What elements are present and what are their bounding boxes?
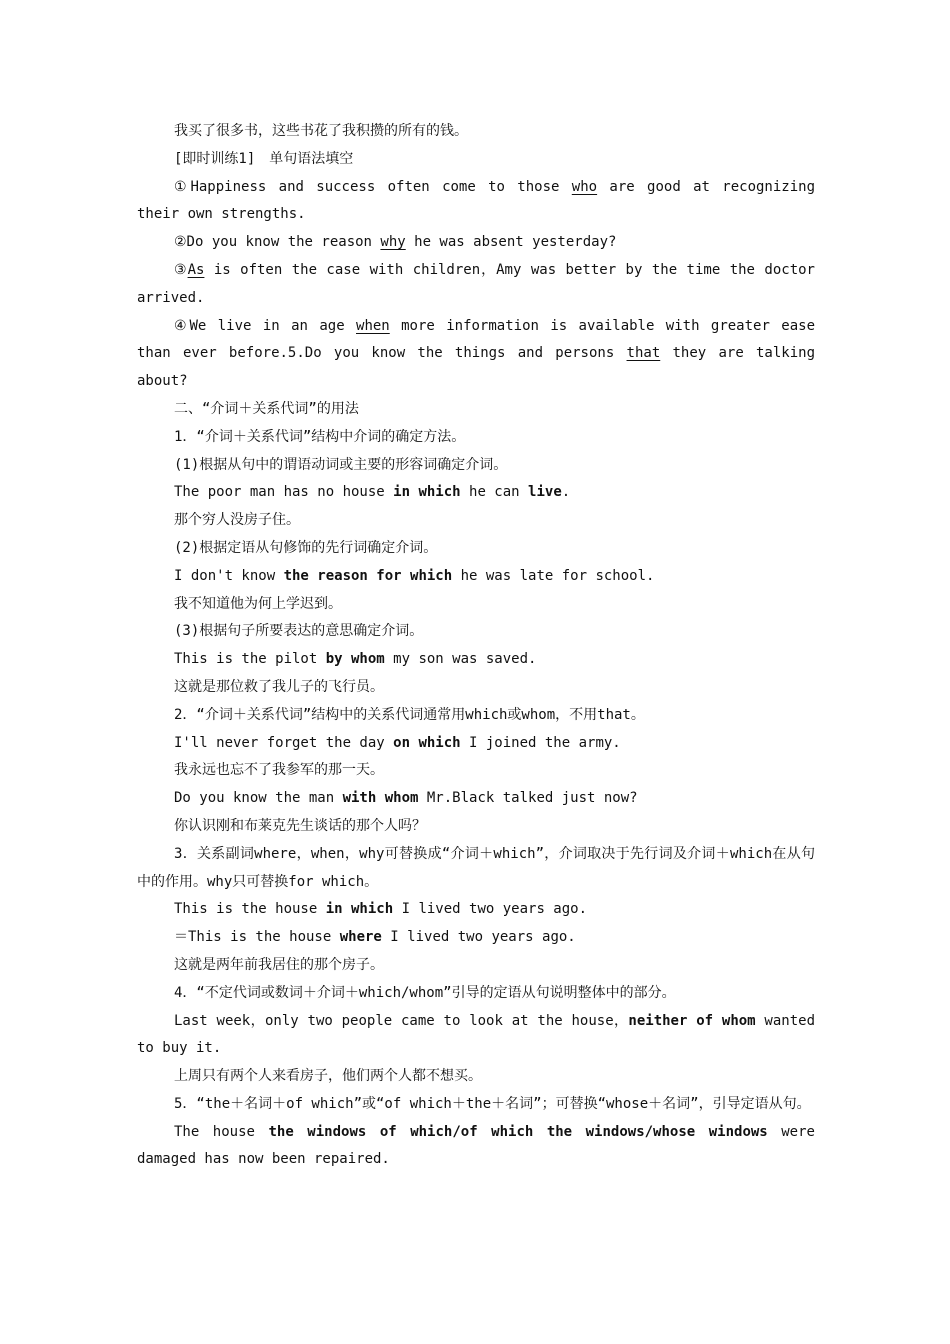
text: Do you know the man — [174, 790, 343, 807]
emphasis: in which — [325, 901, 394, 918]
emphasis: by whom — [325, 651, 385, 668]
exercise-item-3 — [137, 257, 815, 313]
text: I'll never forget the day — [174, 734, 394, 751]
text: wanted to buy it. — [137, 1012, 815, 1057]
document-page — [137, 118, 815, 1174]
emphasis: on which — [393, 734, 461, 751]
text: . — [561, 484, 571, 501]
text: I lived two years ago. — [393, 901, 588, 918]
text: I don't know — [174, 567, 284, 584]
translation: 这就是两年前我居住的那个房子。 — [174, 956, 384, 973]
text: This is the house — [174, 901, 326, 918]
text: ③ — [174, 261, 188, 278]
emphasis: live — [528, 484, 562, 501]
rule-5: 5．“the＋名词＋of which”或“of which＋the＋名词”；可替换“whose＋名词”，引导定语从句。 — [174, 1095, 811, 1112]
text: they are talking about? — [137, 345, 815, 390]
translation: 这就是那位救了我儿子的飞行员。 — [174, 678, 384, 695]
text: ＝This is the house — [174, 929, 340, 946]
section-heading: 二、“介词＋关系代词”的用法 — [174, 400, 359, 417]
exercise-heading: [即时训练1] 单句语法填空 — [174, 150, 354, 167]
example-sentence — [137, 1008, 815, 1064]
exercise-item-2 — [137, 229, 815, 257]
text: The house — [174, 1123, 269, 1140]
example-sentence — [137, 646, 815, 674]
translation: 上周只有两个人来看房子，他们两个人都不想买。 — [174, 1068, 482, 1085]
text: The poor man has no house — [174, 484, 394, 501]
exercise-item-1 — [137, 174, 815, 230]
emphasis: the reason for which — [283, 567, 453, 584]
text: are good at recognizing their own strengths. — [137, 178, 815, 223]
text: more information is available with greater ease than ever before.5.Do you know the things and persons — [137, 317, 816, 362]
text: I lived two years ago. — [381, 929, 576, 946]
example-sentence — [137, 479, 815, 507]
text: were damaged has now been repaired. — [137, 1123, 815, 1168]
rule-4: 4．“不定代词或数词＋介词＋which/whom”引导的定语从句说明整体中的部分。 — [174, 984, 676, 1001]
paragraph: 我买了很多书，这些书花了我积攒的所有的钱。 — [174, 123, 468, 139]
answer-blank: who — [571, 178, 598, 195]
text: is often the case with children，Amy was better by the time the doctor arrived. — [137, 261, 815, 306]
translation: 你认识刚和布莱克先生谈话的那个人吗？ — [174, 817, 426, 834]
answer-blank: that — [626, 345, 661, 362]
emphasis: with whom — [342, 790, 419, 807]
text: I joined the army. — [460, 734, 621, 751]
rule-1c: (3)根据句子所要表达的意思确定介词。 — [174, 623, 424, 640]
text: Last week，only two people came to look at the house， — [174, 1012, 629, 1029]
answer-blank: As — [187, 261, 205, 278]
rule-1: 1．“介词＋关系代词”结构中介词的确定方法。 — [174, 428, 466, 445]
text: my son was saved. — [384, 651, 537, 668]
text: he was late for school. — [452, 567, 655, 584]
example-sentence — [137, 896, 815, 924]
rule-1b: (2)根据定语从句修饰的先行词确定介词。 — [174, 539, 438, 556]
text: ④We live in an age — [174, 317, 357, 334]
answer-blank: when — [356, 317, 390, 334]
example-sentence — [137, 563, 815, 591]
text: Mr.Black talked just now? — [418, 790, 638, 807]
emphasis: where — [339, 929, 382, 946]
translation: 我不知道他为何上学迟到。 — [174, 595, 342, 612]
answer-blank: why — [380, 234, 406, 251]
text: ②Do you know the reason — [174, 234, 381, 251]
example-sentence — [137, 785, 815, 813]
rule-2: 2．“介词＋关系代词”结构中的关系代词通常用which或whom，不用that。 — [174, 706, 645, 723]
exercise-item-4 — [137, 313, 815, 396]
text: ①Happiness and success often come to those — [174, 178, 572, 195]
text: he was absent yesterday? — [405, 234, 617, 251]
rule-1a: (1)根据从句中的谓语动词或主要的形容词确定介词。 — [174, 456, 508, 473]
text: he can — [460, 484, 529, 501]
emphasis: the windows of which/of which the windows/whose windows — [268, 1123, 768, 1140]
translation: 我永远也忘不了我参军的那一天。 — [174, 762, 384, 779]
rule-3: 3．关系副词where，when，why可替换成“介词＋which”，介词取决于先行词及介词＋which在从句中的作用。why只可替换for which。 — [137, 845, 815, 890]
example-sentence — [137, 1119, 815, 1175]
text: This is the pilot — [174, 651, 326, 668]
emphasis: neither of whom — [628, 1012, 756, 1029]
example-sentence — [137, 730, 815, 758]
translation: 那个穷人没房子住。 — [174, 512, 300, 529]
example-sentence — [137, 924, 815, 952]
emphasis: in which — [393, 484, 461, 501]
